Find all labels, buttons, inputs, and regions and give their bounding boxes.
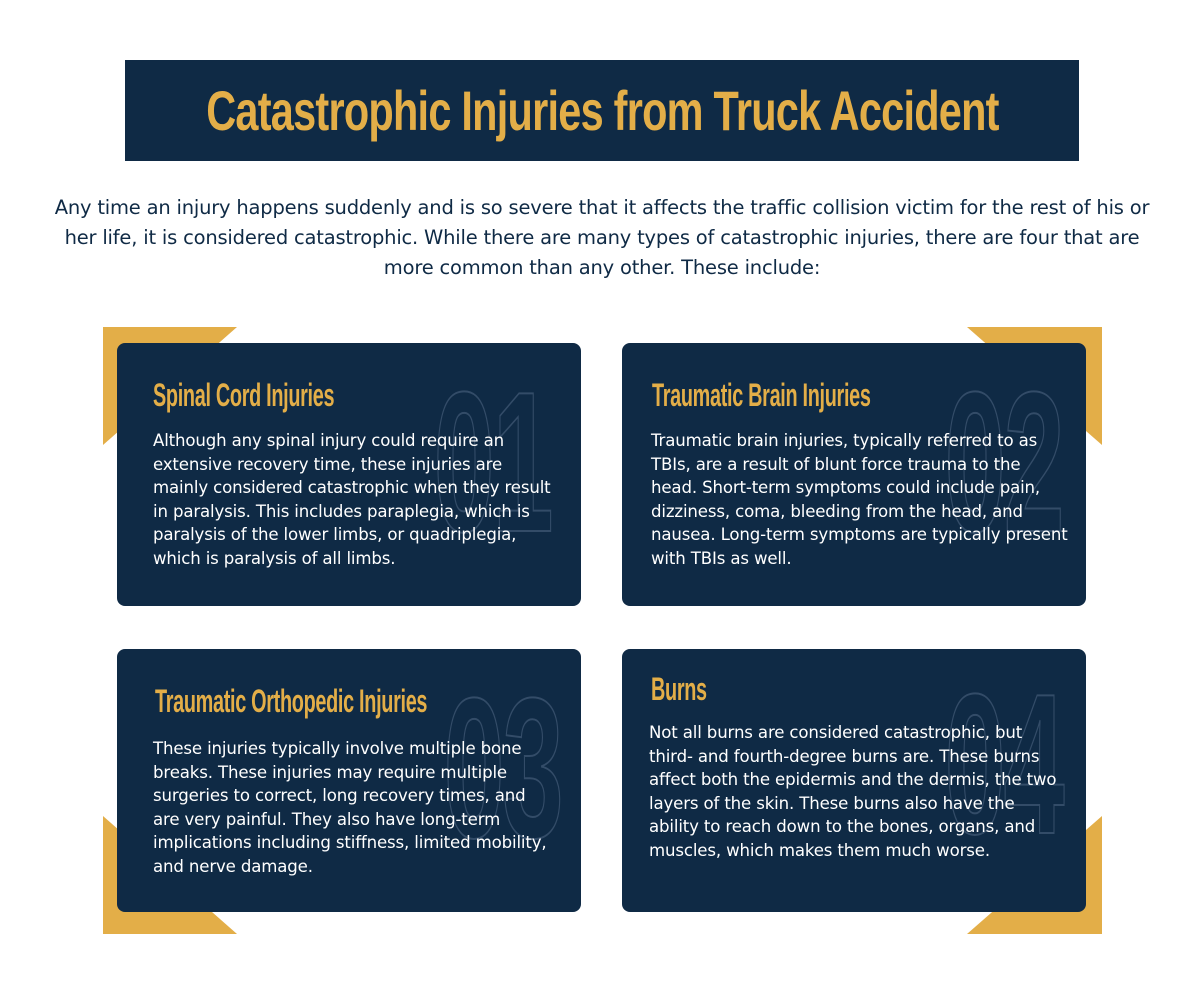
card-body: Traumatic brain injuries, typically referred to as TBIs, are a result of blunt force trauma to the head. Short-term symptoms could include pain, dizziness, coma, bleeding from the head, and nausea. Long-term symptoms are typically present with TBIs as well.	[651, 431, 1068, 568]
card-title: Traumatic Orthopedic Injuries	[155, 683, 428, 719]
card-number: 01	[433, 351, 551, 574]
page-title: Catastrophic Injuries from Truck Accident	[205, 79, 999, 142]
card-number: 02	[944, 351, 1062, 574]
card-body: Not all burns are considered catastrophic, but third- and fourth-degree burns are. These burns affect both the epidermis and the dermis, the two layers of the skin. These burns also have the ability to reach down to the bones, organs, and muscles, which makes them much worse.	[649, 723, 1057, 860]
card-burns	[622, 649, 1086, 912]
title-banner	[125, 60, 1079, 161]
card-body: These injuries typically involve multiple bone breaks. These injuries may require multiple surgeries to correct, long recovery times, and are very painful. They also have long-term implications including stiffness, limited mobility, and nerve damage.	[153, 739, 547, 876]
card-spinal-cord	[117, 343, 581, 606]
card-traumatic-brain	[622, 343, 1086, 606]
card-title: Traumatic Brain Injuries	[652, 377, 871, 413]
intro-paragraph: Any time an injury happens suddenly and is so severe that it affects the traffic collision victim for the rest of his or her life, it is considered catastrophic. While there are many types of catastrophic injuries, there are four that are more common than any other. These include:	[54, 196, 1150, 279]
card-number: 03	[443, 657, 561, 880]
card-body: Although any spinal injury could require an extensive recovery time, these injuries are mainly considered catastrophic when they result in paralysis. This includes paraplegia, which is paralysis of the lower limbs, or quadriplegia, which is paralysis of all limbs.	[153, 431, 551, 568]
card-number: 04	[944, 653, 1062, 876]
card-traumatic-orthopedic	[117, 649, 581, 912]
card-title: Burns	[651, 671, 707, 707]
card-title: Spinal Cord Injuries	[153, 377, 335, 413]
